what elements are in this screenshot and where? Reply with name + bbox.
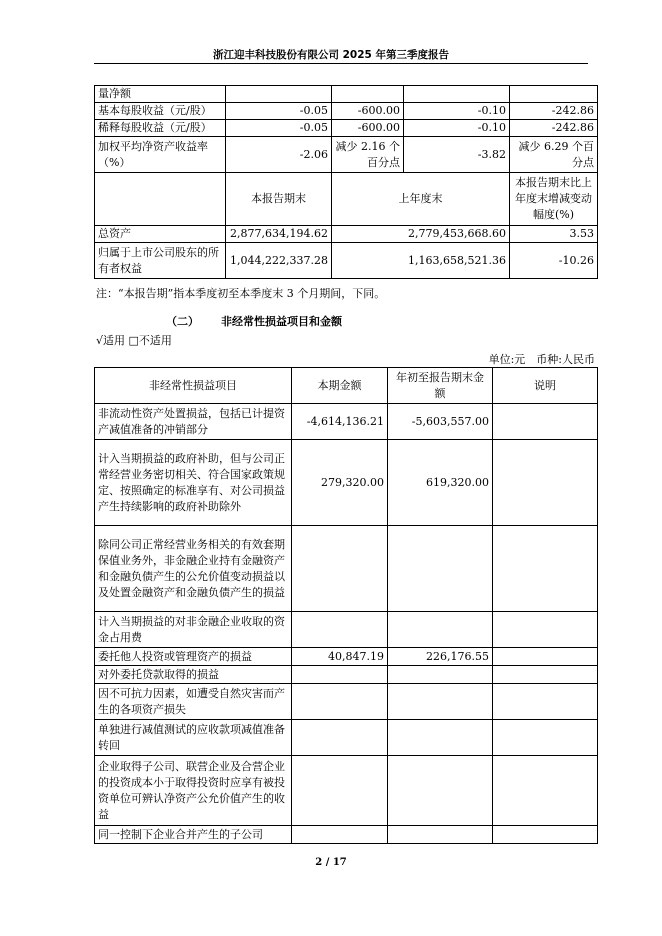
column-header: 本期金额 xyxy=(292,368,388,404)
column-header: 说明 xyxy=(493,368,598,404)
report-header: 浙江迎丰科技股份有限公司 2025 年第三季度报告 xyxy=(212,49,450,61)
ytd-amount: -5,603,557.00 xyxy=(388,404,493,440)
item-note xyxy=(493,720,598,756)
table-row xyxy=(95,756,598,826)
current-amount xyxy=(292,756,388,826)
table-row xyxy=(95,404,598,440)
table-row xyxy=(95,226,598,243)
table-row xyxy=(95,666,598,684)
item-label: 非流动性资产处置损益，包括已计提资产减值准备的冲销部分 xyxy=(95,404,292,440)
footnote: 注：“本报告期”指本季度初至本季度末 3 个月期间，下同。 xyxy=(96,287,386,300)
unit-currency-label: 单位:元 币种:人民币 xyxy=(488,353,595,366)
cell-value: -242.86 xyxy=(510,120,598,137)
table-row xyxy=(95,526,598,612)
item-label: 计入当期损益的政府补助，但与公司正常经营业务密切相关、符合国家政策规定、按照确定的标准享有、对公司损益产生持续影响的政府补助除外 xyxy=(95,440,292,526)
section-heading xyxy=(166,313,342,329)
row-label: 量净额 xyxy=(95,86,226,103)
applicability-options xyxy=(96,332,172,348)
table-subheader-row xyxy=(95,173,598,226)
item-note xyxy=(493,666,598,684)
item-label: 对外委托贷款取得的损益 xyxy=(95,666,292,684)
item-note xyxy=(493,440,598,526)
item-note xyxy=(493,826,598,844)
not-applicable-unchecked: □不适用 xyxy=(128,334,172,347)
column-header: 年初至报告期末金额 xyxy=(388,368,493,404)
row-label: 归属于上市公司股东的所有者权益 xyxy=(95,243,226,279)
cell-value: -600.00 xyxy=(332,120,404,137)
cell-value: -0.10 xyxy=(404,103,510,120)
current-amount xyxy=(292,684,388,720)
cell-value: 2,877,634,194.62 xyxy=(226,226,332,243)
cell-value: 1,163,658,521.36 xyxy=(332,243,510,279)
current-amount xyxy=(292,666,388,684)
ytd-amount xyxy=(388,684,493,720)
cell-value: 减少 2.16 个百分点 xyxy=(332,137,404,173)
item-label: 企业取得子公司、联营企业及合营企业的投资成本小于取得投资时应享有被投资单位可辨认净资产公允价值产生的收益 xyxy=(95,756,292,826)
table-row xyxy=(95,720,598,756)
row-label: 基本每股收益（元/股） xyxy=(95,103,226,120)
item-label: 计入当期损益的对非金融企业收取的资金占用费 xyxy=(95,612,292,648)
applicable-checked: √适用 xyxy=(96,334,126,347)
item-note xyxy=(493,756,598,826)
ytd-amount xyxy=(388,826,493,844)
ytd-amount xyxy=(388,756,493,826)
cell-value: 2,779,453,668.60 xyxy=(332,226,510,243)
item-label: 同一控制下企业合并产生的子公司 xyxy=(95,826,292,844)
cell-value: 1,044,222,337.28 xyxy=(226,243,332,279)
page-number: 2 / 17 xyxy=(315,857,347,868)
item-label: 委托他人投资或管理资产的损益 xyxy=(95,648,292,666)
table-row xyxy=(95,86,598,103)
cell-value: -3.82 xyxy=(404,137,510,173)
current-amount xyxy=(292,720,388,756)
item-label: 单独进行减值测试的应收款项减值准备转回 xyxy=(95,720,292,756)
table-row xyxy=(95,612,598,648)
table-row xyxy=(95,826,598,844)
current-amount xyxy=(292,526,388,612)
item-note xyxy=(493,612,598,648)
cell-value: 3.53 xyxy=(510,226,598,243)
column-header: 上年度末 xyxy=(332,173,510,226)
ytd-amount: 226,176.55 xyxy=(388,648,493,666)
current-amount xyxy=(292,612,388,648)
column-header: 非经常性损益项目 xyxy=(95,368,292,404)
section-title: 非经常性损益项目和金额 xyxy=(221,315,342,328)
current-amount xyxy=(292,826,388,844)
cell-value: -0.05 xyxy=(226,103,332,120)
table-row xyxy=(95,243,598,279)
table-row xyxy=(95,440,598,526)
column-header: 本报告期末 xyxy=(226,173,332,226)
item-note xyxy=(493,526,598,612)
cell-value: -600.00 xyxy=(332,103,404,120)
item-label: 因不可抗力因素，如遭受自然灾害而产生的各项资产损失 xyxy=(95,684,292,720)
item-note xyxy=(493,404,598,440)
cell-value: -0.10 xyxy=(404,120,510,137)
table-row xyxy=(95,684,598,720)
non-recurring-items-table xyxy=(94,367,598,844)
table-row xyxy=(95,137,598,173)
column-header: 本报告期末比上年度末增减变动幅度(%) xyxy=(510,173,598,226)
current-amount: 40,847.19 xyxy=(292,648,388,666)
table-header-row xyxy=(95,368,598,404)
cell-value: -10.26 xyxy=(510,243,598,279)
current-amount: -4,614,136.21 xyxy=(292,404,388,440)
item-note xyxy=(493,684,598,720)
header-divider xyxy=(94,63,588,64)
ytd-amount: 619,320.00 xyxy=(388,440,493,526)
cell-value: 减少 6.29 个百分点 xyxy=(510,137,598,173)
financial-indicators-table xyxy=(94,85,598,279)
cell-value: -242.86 xyxy=(510,103,598,120)
ytd-amount xyxy=(388,526,493,612)
row-label: 加权平均净资产收益率（%） xyxy=(95,137,226,173)
ytd-amount xyxy=(388,666,493,684)
cell-value: -2.06 xyxy=(226,137,332,173)
row-label: 总资产 xyxy=(95,226,226,243)
ytd-amount xyxy=(388,612,493,648)
ytd-amount xyxy=(388,720,493,756)
current-amount: 279,320.00 xyxy=(292,440,388,526)
table-row xyxy=(95,120,598,137)
item-label: 除同公司正常经营业务相关的有效套期保值业务外，非金融企业持有金融资产和金融负债产生的公允价值变动损益以及处置金融资产和金融负债产生的损益 xyxy=(95,526,292,612)
row-label: 稀释每股收益（元/股） xyxy=(95,120,226,137)
item-note xyxy=(493,648,598,666)
cell-value: -0.05 xyxy=(226,120,332,137)
section-number: （二） xyxy=(166,315,199,328)
table-row xyxy=(95,648,598,666)
table-row xyxy=(95,103,598,120)
